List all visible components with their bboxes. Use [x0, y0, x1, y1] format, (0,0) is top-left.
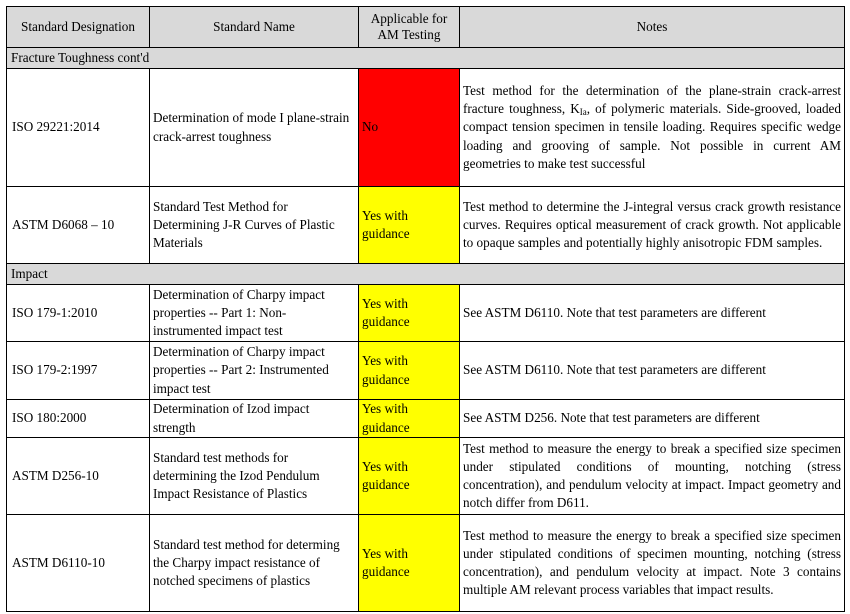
applicable-status: Yes with guidance — [359, 285, 460, 342]
section-row-fracture-toughness — [7, 48, 845, 69]
header-notes: Notes — [460, 7, 845, 48]
applicable-status: No — [359, 69, 460, 187]
standard-name: Determination of Charpy impact properties -- Part 2: Instrumented impact test — [150, 342, 359, 400]
standard-designation: ISO 179-1:2010 — [7, 285, 150, 342]
notes-cell: Test method to determine the J-integral versus crack growth resistance curves. Requires optical measurement of crack growth. Not applicable to opaque samples and potentially highly anisotropic FDM samples. — [460, 187, 845, 264]
applicable-status: Yes with guidance — [359, 438, 460, 515]
notes-cell: See ASTM D6110. Note that test parameters are different — [460, 342, 845, 400]
table-row — [7, 342, 845, 400]
standard-name: Determination of Izod impact strength — [150, 400, 359, 438]
section-title: Impact — [7, 264, 845, 285]
standards-table — [6, 6, 845, 612]
header-applicable-for-am-testing: Applicable for AM Testing — [359, 7, 460, 48]
section-title: Fracture Toughness cont'd — [7, 48, 845, 69]
notes-text-continued: , of polymeric materials. Side-grooved, loaded compact tension specimen in tensile loading. Requires specific wedge loading and grooving of sample. Not possible in current AM geometries to make test successful — [463, 101, 841, 171]
table-row — [7, 187, 845, 264]
table-row — [7, 400, 845, 438]
standard-designation: ISO 29221:2014 — [7, 69, 150, 187]
standard-designation: ISO 180:2000 — [7, 400, 150, 438]
standard-name: Standard test methods for determining the Izod Pendulum Impact Resistance of Plastics — [150, 438, 359, 515]
notes-cell: Test method to measure the energy to break a specified size specimen under stipulated conditions of specimen mounting, notching (stress concentration), and pendulum velocity at impact. Note 3 contains multiple AM relevant process variables that impact results. — [460, 515, 845, 612]
applicable-status: Yes with guidance — [359, 515, 460, 612]
standard-name: Standard Test Method for Determining J-R Curves of Plastic Materials — [150, 187, 359, 264]
applicable-status: Yes with guidance — [359, 342, 460, 400]
header-standard-designation: Standard Designation — [7, 7, 150, 48]
notes-text: Test method for the determination of the plane-strain crack-arrest fracture toughness, K — [463, 83, 841, 117]
section-row-impact — [7, 264, 845, 285]
notes-cell: See ASTM D256. Note that test parameters are different — [460, 400, 845, 438]
table-row — [7, 438, 845, 515]
standard-designation: ASTM D6110-10 — [7, 515, 150, 612]
standard-designation: ASTM D256-10 — [7, 438, 150, 515]
notes-cell: Test method to measure the energy to break a specified size specimen under stipulated conditions of mounting, notching (stress concentration), and pendulum velocity at impact. Impact geometry and notch differ from D611. — [460, 438, 845, 515]
standard-name: Determination of mode I plane-strain crack-arrest toughness — [150, 69, 359, 187]
standard-designation: ISO 179-2:1997 — [7, 342, 150, 400]
standard-designation: ASTM D6068 – 10 — [7, 187, 150, 264]
table-row — [7, 285, 845, 342]
applicable-status: Yes with guidance — [359, 400, 460, 438]
applicable-status: Yes with guidance — [359, 187, 460, 264]
header-standard-name: Standard Name — [150, 7, 359, 48]
notes-cell: See ASTM D6110. Note that test parameters are different — [460, 285, 845, 342]
notes-subscript: Ia — [579, 107, 587, 118]
table-row — [7, 515, 845, 612]
table-row — [7, 69, 845, 187]
notes-cell — [460, 69, 845, 187]
standard-name: Standard test method for determing the Charpy impact resistance of notched specimens of plastics — [150, 515, 359, 612]
header-row — [7, 7, 845, 48]
standard-name: Determination of Charpy impact properties -- Part 1: Non-instrumented impact test — [150, 285, 359, 342]
